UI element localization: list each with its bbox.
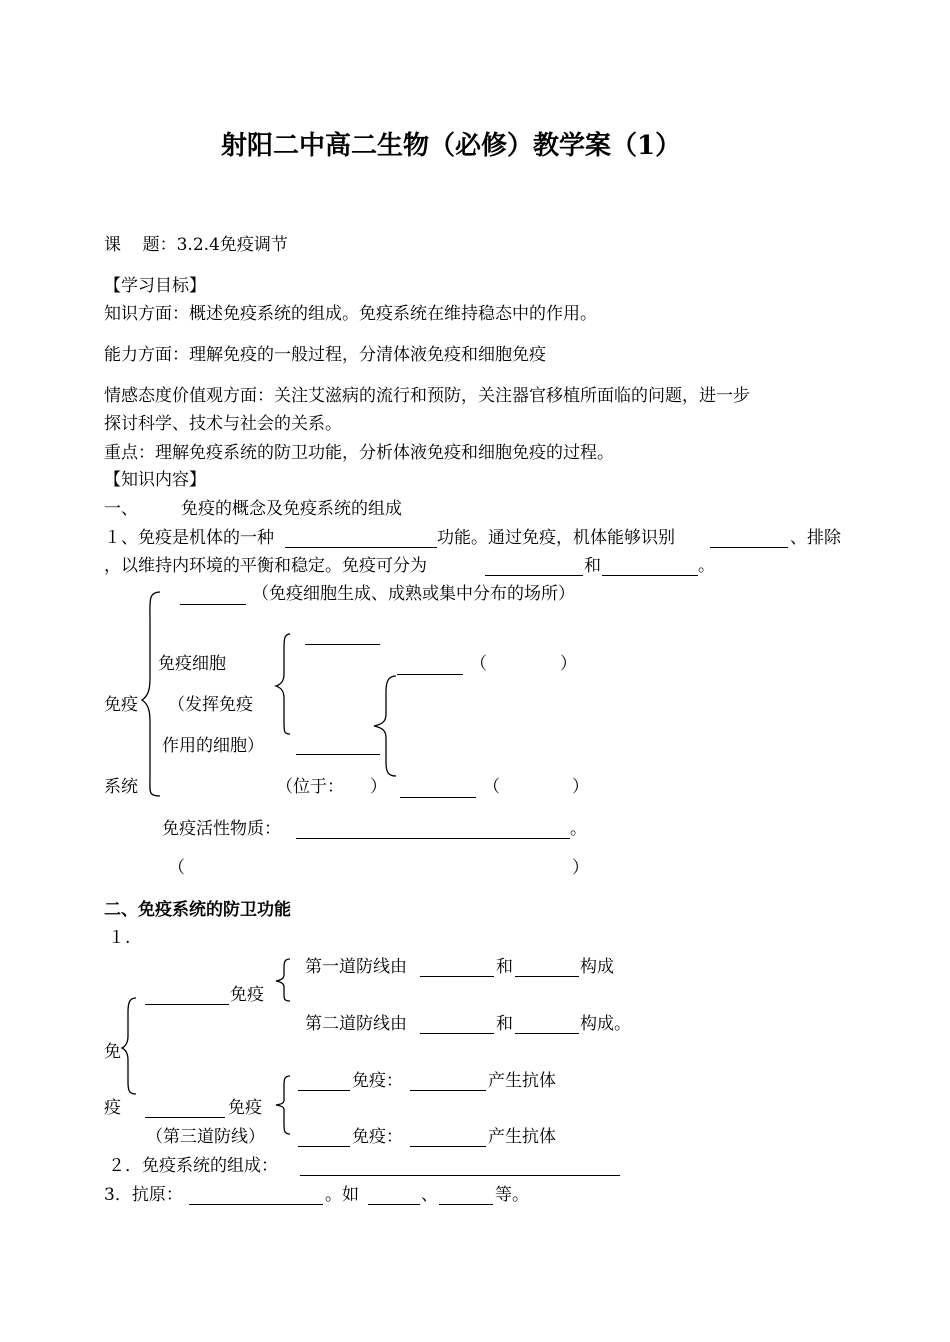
t-cell-paren-close: ） bbox=[572, 777, 589, 797]
q1-text-b: 功能。通过免疫，机体能够识别 bbox=[437, 528, 675, 548]
part2-item3-label: 3．抗原： bbox=[104, 1185, 183, 1205]
cellular-antibody: 产生抗体 bbox=[488, 1127, 556, 1147]
blank-identify[interactable] bbox=[710, 547, 788, 548]
page-title: 射阳二中高二生物（必修）教学案（1） bbox=[221, 131, 682, 161]
q1-text-a: １、免疫是机体的一种 bbox=[104, 528, 274, 548]
q1-text-f: 。 bbox=[698, 556, 715, 576]
q1-text-c: 、排除 bbox=[790, 528, 841, 548]
immune-system-brace bbox=[140, 590, 170, 800]
section-learning-goals: 【学习目标】 bbox=[104, 276, 206, 296]
part2-item3-such-as: 。如 bbox=[325, 1185, 359, 1205]
located-label: （位于： bbox=[276, 777, 344, 797]
t-cell-paren-open: （ bbox=[483, 777, 500, 797]
part1-number: 一、 bbox=[104, 499, 138, 519]
blank-first-line-2[interactable] bbox=[515, 976, 579, 977]
active-substances-period: 。 bbox=[570, 819, 587, 839]
specific-suffix: 免疫 bbox=[228, 1098, 262, 1118]
active-substances-label: 免疫活性物质： bbox=[162, 819, 281, 839]
blank-antigen-example-2[interactable] bbox=[439, 1204, 493, 1205]
blank-b-cell[interactable] bbox=[397, 674, 463, 675]
specific-brace bbox=[272, 1074, 294, 1136]
blank-immune-type-2[interactable] bbox=[602, 575, 698, 576]
immune-cells-brace bbox=[272, 632, 296, 736]
part1-heading: 免疫的概念及免疫系统的组成 bbox=[181, 499, 402, 519]
immune-types-brace bbox=[120, 996, 140, 1096]
blank-humoral-cell[interactable] bbox=[410, 1090, 486, 1091]
blank-antigen[interactable] bbox=[189, 1204, 323, 1205]
part2-item2: ２．免疫系统的组成： bbox=[108, 1156, 278, 1176]
q1-text-d: ，以维持内环境的平衡和稳定。免疫可分为 bbox=[104, 556, 427, 576]
blank-cellular-cell[interactable] bbox=[410, 1146, 486, 1147]
immune-system-label-1: 免疫 bbox=[104, 695, 138, 715]
first-line-consist: 构成 bbox=[580, 957, 614, 977]
lymphocyte-brace bbox=[370, 674, 398, 778]
immune-cells-label-3: 作用的细胞） bbox=[162, 736, 264, 756]
first-line-and: 和 bbox=[496, 957, 513, 977]
b-cell-paren-close: ） bbox=[560, 654, 577, 674]
humoral-label: 免疫： bbox=[352, 1071, 403, 1091]
located-paren-close: ） bbox=[370, 777, 387, 797]
part2-item1: １. bbox=[108, 928, 131, 948]
immune-label-1: 免 bbox=[104, 1042, 121, 1062]
part2-item3-comma: 、 bbox=[421, 1185, 438, 1205]
blank-second-line-2[interactable] bbox=[515, 1033, 579, 1034]
humoral-antibody: 产生抗体 bbox=[488, 1071, 556, 1091]
immune-cells-label-2: （发挥免疫 bbox=[168, 695, 253, 715]
blank-t-cell[interactable] bbox=[400, 797, 476, 798]
third-line-label: （第三道防线） bbox=[146, 1127, 265, 1147]
goal-attitude-line1: 情感态度价值观方面：关注艾滋病的流行和预防，关注器官移植所面临的问题，进一步 bbox=[104, 386, 750, 406]
blank-antigen-example-1[interactable] bbox=[368, 1204, 420, 1205]
blank-humoral-type[interactable] bbox=[298, 1090, 350, 1091]
immune-organ-note: （免疫细胞生成、成熟或集中分布的场所） bbox=[252, 584, 575, 604]
active-substances-paren-close: ） bbox=[572, 858, 589, 878]
blank-immune-function[interactable] bbox=[285, 547, 437, 548]
goal-attitude-line2: 探讨科学、技术与社会的关系。 bbox=[104, 414, 342, 434]
blank-specific[interactable] bbox=[145, 1117, 225, 1118]
second-line-label: 第二道防线由 bbox=[305, 1014, 407, 1034]
immune-cells-label-1: 免疫细胞 bbox=[158, 654, 226, 674]
goal-ability: 能力方面：理解免疫的一般过程，分清体液免疫和细胞免疫 bbox=[104, 345, 546, 365]
blank-immune-type-1[interactable] bbox=[485, 575, 583, 576]
active-substances-paren-open: （ bbox=[168, 858, 185, 878]
goal-knowledge: 知识方面：概述免疫系统的组成。免疫系统在维持稳态中的作用。 bbox=[104, 304, 597, 324]
b-cell-paren-open: （ bbox=[470, 654, 487, 674]
nonspecific-suffix: 免疫 bbox=[230, 985, 264, 1005]
blank-first-line-1[interactable] bbox=[420, 976, 494, 977]
blank-lymphocyte[interactable] bbox=[296, 754, 380, 755]
lesson-topic: 课 题：3.2.4免疫调节 bbox=[104, 235, 288, 255]
section-knowledge-content: 【知识内容】 bbox=[104, 470, 206, 490]
blank-immune-organ[interactable] bbox=[180, 604, 246, 605]
blank-nonspecific[interactable] bbox=[145, 1004, 229, 1005]
blank-cellular-type[interactable] bbox=[298, 1146, 350, 1147]
blank-active-substances[interactable] bbox=[296, 838, 570, 839]
q1-text-e: 和 bbox=[584, 556, 601, 576]
immune-system-label-2: 系统 bbox=[104, 777, 138, 797]
blank-phagocyte[interactable] bbox=[305, 644, 380, 645]
second-line-consist: 构成。 bbox=[580, 1014, 631, 1034]
immune-label-2: 疫 bbox=[104, 1098, 121, 1118]
second-line-and: 和 bbox=[496, 1014, 513, 1034]
key-point: 重点：理解免疫系统的防卫功能，分析体液免疫和细胞免疫的过程。 bbox=[104, 443, 614, 463]
cellular-label: 免疫： bbox=[352, 1127, 403, 1147]
blank-system-composition[interactable] bbox=[300, 1175, 620, 1176]
part2-heading: 二、免疫系统的防卫功能 bbox=[104, 900, 291, 920]
blank-second-line-1[interactable] bbox=[420, 1033, 494, 1034]
first-line-label: 第一道防线由 bbox=[305, 957, 407, 977]
part2-item3-etc: 等。 bbox=[495, 1185, 529, 1205]
nonspecific-brace bbox=[272, 957, 294, 1003]
